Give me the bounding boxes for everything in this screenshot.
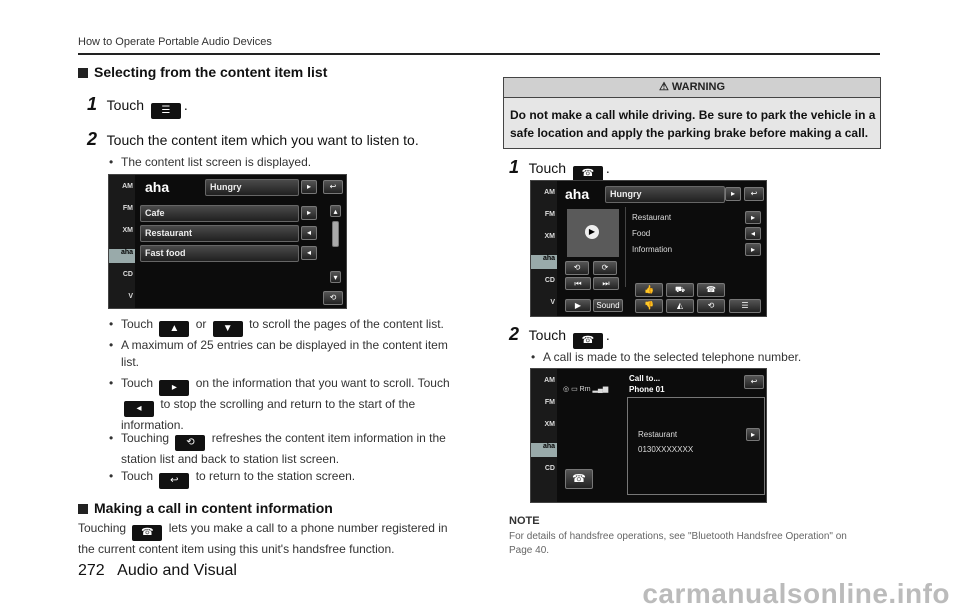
side-fm: FM — [544, 211, 555, 218]
call-phone: Phone 01 — [629, 385, 665, 394]
warning-box — [503, 77, 881, 149]
step-2 — [87, 129, 419, 150]
refresh-icon: ⟲ — [175, 435, 205, 451]
calling-screenshot — [530, 368, 767, 503]
signal-icon: ▂▄▆ — [592, 386, 609, 393]
bullet-dot: • — [531, 350, 536, 364]
bullet-text: to stop the scrolling and return to the start of the information. — [121, 397, 416, 432]
page-up-button[interactable]: ▴ — [330, 205, 341, 217]
bullet-content-list-displayed — [109, 154, 312, 171]
side-aha: aha — [109, 249, 135, 263]
para-text: the current content item using this unit's handsfree function. — [78, 542, 395, 556]
bullet-text: on the information that you want to scroll. Touch — [195, 376, 450, 390]
back-button[interactable]: ↩ — [744, 187, 764, 201]
phone-icon: ☎ — [573, 333, 603, 349]
step-text: Touch — [528, 160, 567, 176]
step-number: 1 — [509, 157, 520, 177]
section-heading-text: Selecting from the content item list — [94, 64, 328, 80]
bullet-text: The content list screen is displayed. — [121, 155, 312, 169]
bullet-text: refreshes the content item information in the station list and back to station list screen. — [121, 431, 446, 466]
list-item-1[interactable]: Cafe — [140, 205, 299, 222]
aha-logo: aha — [145, 179, 170, 195]
side-fm: FM — [122, 205, 133, 212]
step-period: . — [183, 97, 188, 113]
note-body: For details of handsfree operations, see "Bluetooth Handsfree Operation" on Page 40. — [509, 531, 847, 556]
step-number: 2 — [87, 129, 98, 149]
next-button[interactable]: ⏭ — [593, 277, 619, 290]
step-text: Touch — [528, 327, 567, 343]
back-button[interactable]: ↩ — [323, 180, 343, 194]
side-xm: XM — [544, 233, 555, 240]
info-item-1[interactable]: Restaurant — [632, 213, 672, 222]
scroll-text-button[interactable]: ▸ — [301, 206, 317, 220]
list-item-2[interactable]: Restaurant — [140, 225, 299, 242]
square-bullet-icon — [78, 68, 88, 78]
bullet-scroll-pages — [109, 316, 461, 337]
bullet-text: A maximum of 25 entries can be displayed in the content item list. — [121, 338, 448, 369]
album-art — [567, 209, 619, 257]
back-button[interactable]: ↩ — [744, 375, 764, 389]
step-text: Touch the content item which you want to listen to. — [106, 132, 419, 148]
side-cd: CD — [544, 277, 555, 284]
content-list-screenshot — [108, 174, 347, 309]
list-icon: ☰ — [151, 103, 181, 119]
side-aha: aha — [531, 255, 557, 269]
source-sidebar — [531, 181, 557, 316]
note-title: NOTE — [509, 515, 540, 527]
bullet-refresh — [109, 430, 461, 468]
scroll-text-button[interactable]: ▸ — [745, 211, 761, 224]
play-button[interactable]: ▶ — [565, 299, 591, 312]
phone-call-button[interactable]: ☎ — [697, 283, 725, 297]
side-xm: XM — [544, 421, 555, 428]
contact-name: Restaurant — [638, 430, 678, 439]
bullet-max-entries — [109, 337, 461, 371]
bullet-dot: • — [109, 155, 114, 169]
step-number: 1 — [87, 94, 98, 114]
section-heading-content-list — [78, 64, 327, 80]
side-xm: XM — [122, 227, 133, 234]
stop-scroll-icon: ◂ — [124, 401, 154, 417]
aha-logo: aha — [565, 186, 590, 202]
page-number: 272 — [78, 562, 105, 579]
source-sidebar — [109, 175, 135, 308]
step-period: . — [605, 327, 610, 343]
side-am: AM — [544, 189, 555, 196]
bullet-text: Touching — [121, 431, 170, 445]
warning-title: WARNING — [671, 81, 726, 93]
warning-triangle-icon: ⚠ — [658, 81, 669, 93]
page-footer — [78, 562, 237, 580]
bluetooth-icon: ◎ — [563, 386, 570, 393]
forward-button[interactable]: ⟳ — [593, 261, 617, 275]
info-item-3[interactable]: Information — [632, 245, 673, 254]
side-am: AM — [122, 183, 133, 190]
side-aha: aha — [531, 443, 557, 457]
bullet-text: Touch — [121, 317, 154, 331]
bullet-text: Touch — [121, 469, 154, 483]
section-name: Audio and Visual — [117, 562, 237, 579]
source-sidebar — [531, 369, 557, 502]
side-v: V — [128, 293, 133, 300]
info-arrow-button[interactable]: ▸ — [725, 187, 741, 201]
side-cd: CD — [544, 465, 555, 472]
battery-icon: ▭ — [571, 386, 578, 393]
page-up-icon: ▲ — [159, 321, 189, 337]
list-button[interactable]: ☰ — [729, 299, 761, 313]
bullet-dot: • — [109, 338, 114, 352]
scrollbar[interactable] — [332, 221, 339, 247]
stop-scroll-button[interactable]: ◂ — [745, 227, 761, 240]
list-item-3[interactable]: Fast food — [140, 245, 299, 262]
contact-number: 0130XXXXXXX — [638, 445, 694, 454]
phone-icon: ☎ — [573, 166, 603, 182]
side-am: AM — [544, 377, 555, 384]
like-button[interactable]: 👍 — [635, 283, 663, 297]
back-icon: ↩ — [159, 473, 189, 489]
navigate-button[interactable]: ⛟ — [666, 283, 694, 297]
status-bar — [563, 385, 608, 393]
info-item-2[interactable]: Food — [632, 229, 651, 238]
side-cd: CD — [122, 271, 133, 278]
bullet-call-made — [531, 349, 863, 366]
replay-button[interactable]: ⟲ — [565, 261, 589, 275]
warning-text: Do not make a call while driving. Be sure to park the vehicle in a safe location and apply the parking brake before making a call. — [510, 108, 876, 140]
sound-button[interactable]: Sound — [593, 299, 623, 312]
right-step-1 — [509, 157, 610, 182]
refresh-button[interactable]: ⟲ — [697, 299, 725, 313]
side-v: V — [550, 299, 555, 306]
header-rule — [78, 53, 880, 55]
page-down-button[interactable]: ▾ — [330, 271, 341, 283]
para-text: lets you make a call to a phone number registered in — [168, 521, 448, 535]
warning-header — [504, 78, 880, 98]
bullet-scroll-info — [109, 375, 461, 434]
right-step-2 — [509, 324, 610, 349]
content-info-screenshot — [530, 180, 767, 317]
page-down-icon: ▼ — [213, 321, 243, 337]
play-icon[interactable]: ▶ — [585, 225, 599, 239]
info-arrow-button[interactable]: ▸ — [301, 180, 317, 194]
running-header: How to Operate Portable Audio Devices — [78, 36, 272, 48]
bullet-dot: • — [109, 431, 114, 445]
bullet-dot: • — [109, 376, 114, 390]
para-text: Touching — [78, 521, 127, 535]
scroll-text-icon: ▸ — [159, 380, 189, 396]
call-details-panel — [627, 397, 765, 495]
bullet-text: A call is made to the selected telephone number. — [543, 350, 802, 364]
call-title: Call to... — [629, 374, 661, 383]
stop-scroll-button[interactable]: ◂ — [301, 246, 317, 260]
bullet-return-station — [109, 468, 461, 489]
station-bar: Hungry — [205, 179, 299, 196]
section-heading-make-call — [78, 500, 333, 516]
step-text: Touch — [106, 97, 145, 113]
bullet-text: to return to the station screen. — [195, 469, 356, 483]
stop-scroll-button[interactable]: ◂ — [301, 226, 317, 240]
step-number: 2 — [509, 324, 520, 344]
bullet-dot: • — [109, 469, 114, 483]
scroll-text-button[interactable]: ▸ — [745, 243, 761, 256]
scroll-text-button[interactable]: ▸ — [746, 428, 760, 441]
call-paragraph — [78, 520, 468, 558]
map-button[interactable]: ◭ — [666, 299, 694, 313]
station-bar: Hungry — [605, 186, 725, 203]
section-heading-text: Making a call in content information — [94, 500, 333, 516]
prev-button[interactable]: ⏮ — [565, 277, 591, 290]
bullet-text: Touch — [121, 376, 154, 390]
info-list — [625, 207, 736, 287]
step-period: . — [605, 160, 610, 176]
step-1 — [87, 94, 188, 119]
dislike-button[interactable]: 👎 — [635, 299, 663, 313]
refresh-button[interactable]: ⟲ — [323, 291, 343, 305]
end-call-button[interactable]: ☎ — [565, 469, 593, 489]
watermark: carmanualsonline.info — [642, 578, 950, 609]
bullet-dot: • — [109, 317, 114, 331]
side-fm: FM — [544, 399, 555, 406]
bullet-text: or — [195, 317, 207, 331]
bullet-text: to scroll the pages of the content list. — [249, 317, 444, 331]
roaming-text: Rm — [579, 386, 591, 393]
phone-icon: ☎ — [132, 525, 162, 541]
square-bullet-icon — [78, 504, 88, 514]
